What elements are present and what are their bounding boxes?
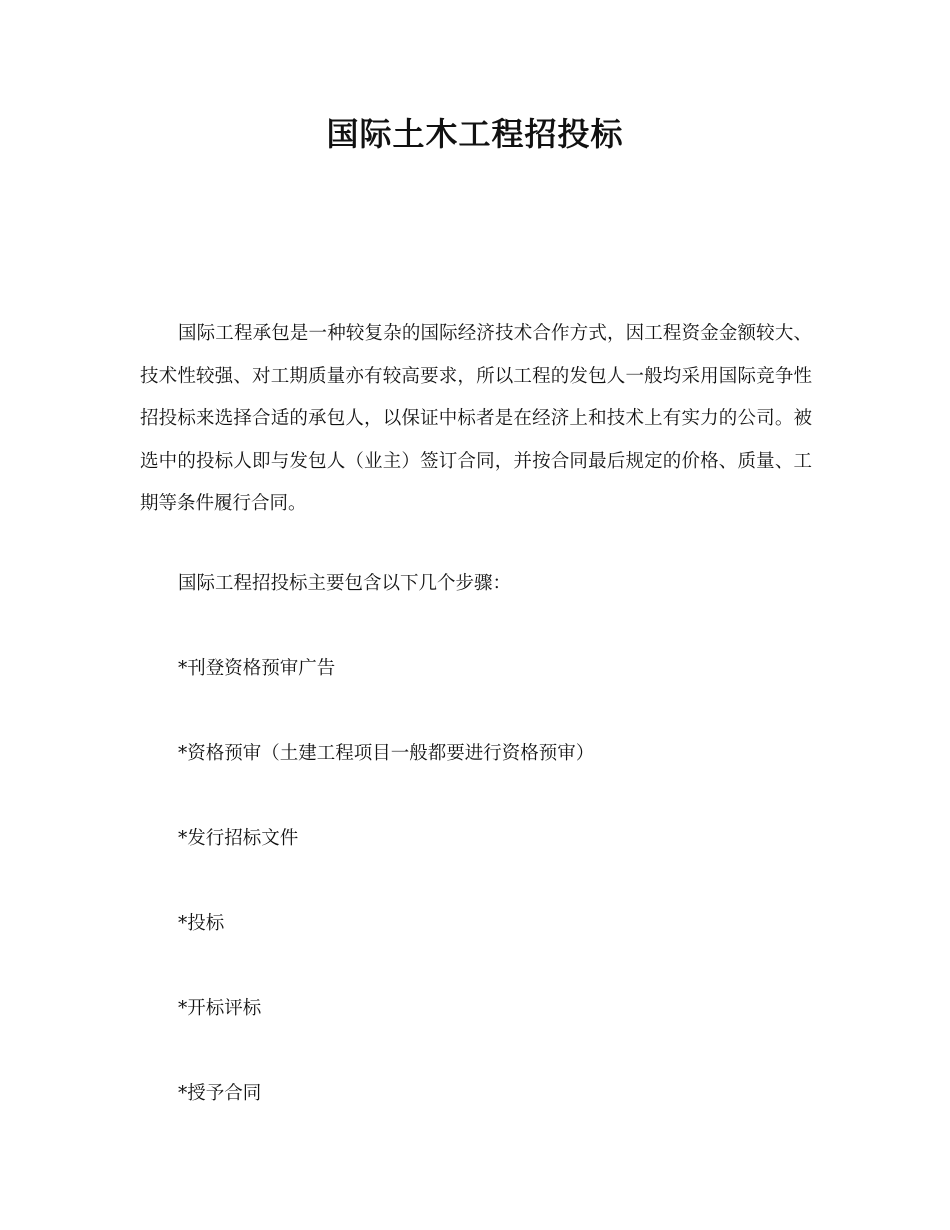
step-item-bid-opening-evaluation: *开标评标 (178, 998, 262, 1019)
step-item-bidding: *投标 (178, 913, 225, 934)
step-item-issue-tender-documents: *发行招标文件 (178, 828, 299, 849)
document-title: 国际土木工程招投标 (326, 115, 624, 153)
step-item-prequalification: *资格预审（土建工程项目一般都要进行资格预审） (178, 743, 595, 764)
step-item-contract-award: *授予合同 (178, 1083, 262, 1104)
intro-paragraph: 国际工程承包是一种较复杂的国际经济技术合作方式，因工程资金金额较大、技术性较强、对工期质量亦有较高要求，所以工程的发包人一般均采用国际竞争性招投标来选择合适的承包人，以保证中标者是在经济上和技术上有实力的公司。被选中的投标人即与发包人（业主）签订合同，并按合同最后规定的价格、质量、工期等条件履行合同。 (140, 323, 812, 514)
step-item-prequalification-ad: *刊登资格预审广告 (178, 658, 336, 679)
steps-lead-text: 国际工程招投标主要包含以下几个步骤： (178, 573, 512, 594)
